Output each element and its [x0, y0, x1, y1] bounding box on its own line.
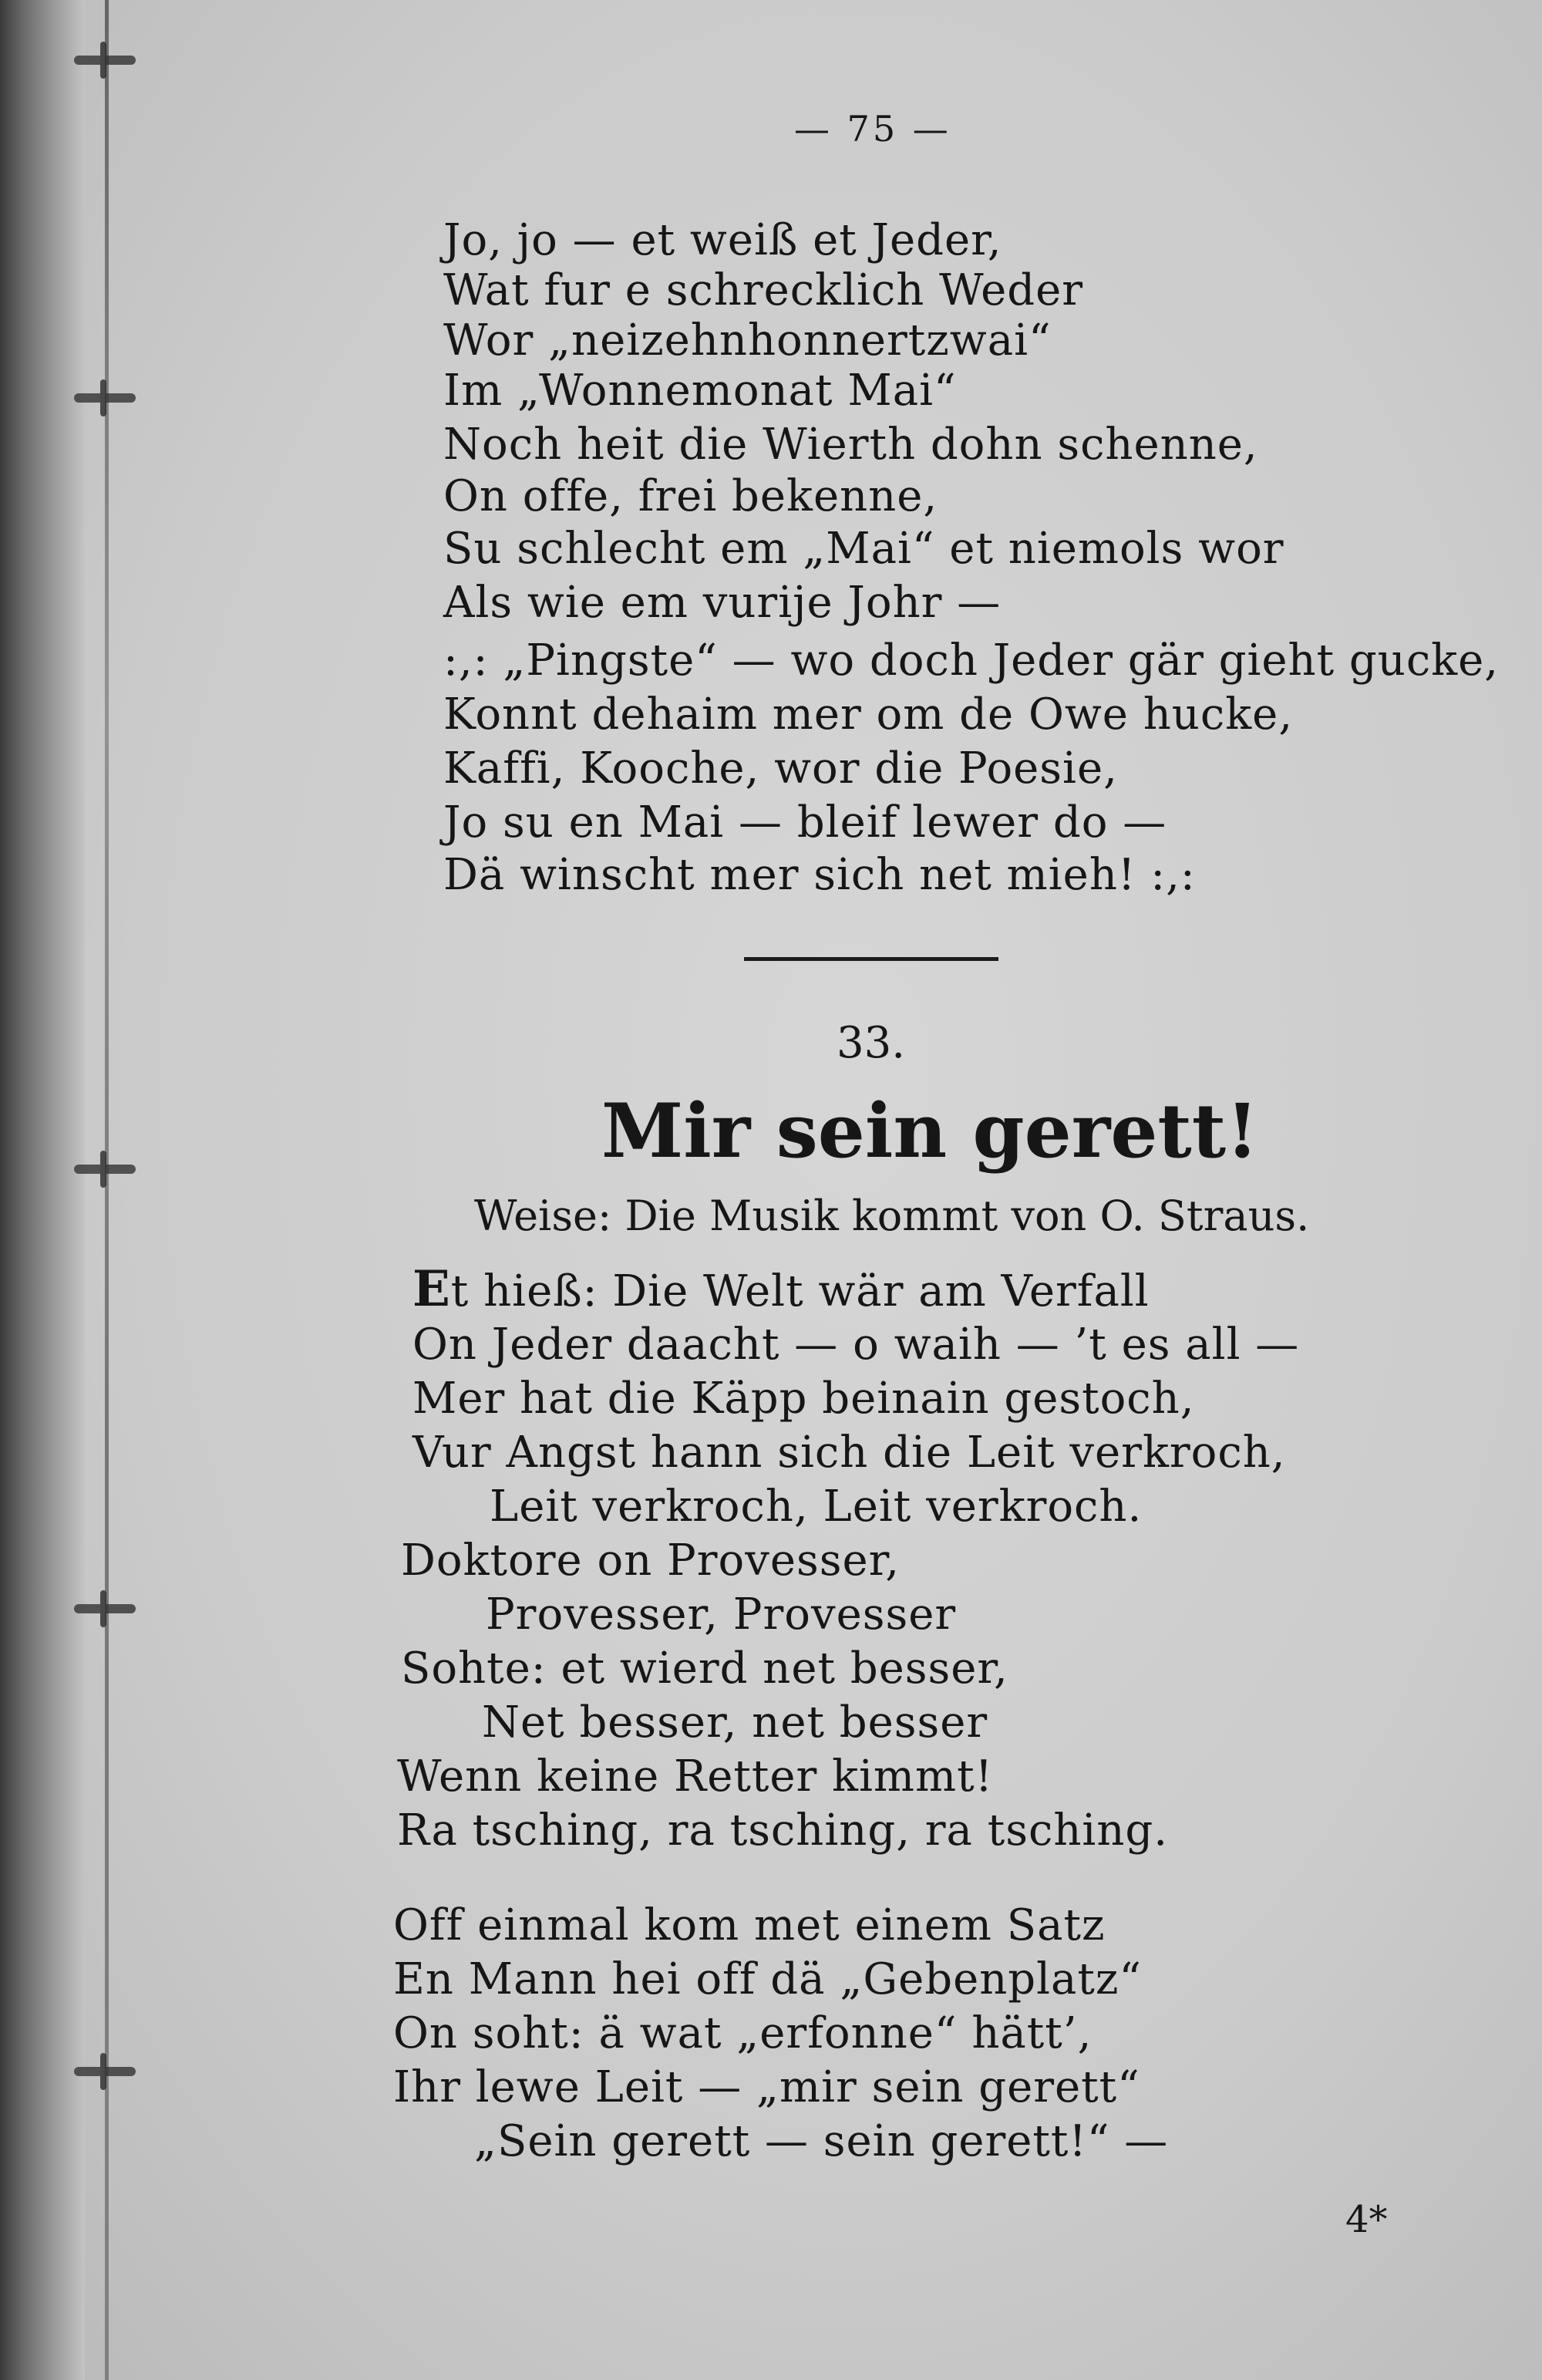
- stanza-two-line-text: t hieß: Die Welt wär am Verfall: [450, 1266, 1150, 1316]
- stanza-one-line: Jo, jo — et weiß et Jeder,: [443, 215, 1002, 265]
- book-spine: [0, 0, 85, 2380]
- stanza-one-line: On offe, frei bekenne,: [443, 471, 938, 521]
- stanza-two-line: Sohte: et wierd net besser,: [401, 1643, 1008, 1694]
- printer-signature-mark: 4*: [1345, 2198, 1388, 2241]
- stanza-two-line: Doktore on Provesser,: [401, 1536, 901, 1586]
- drop-initial: E: [412, 1260, 451, 1318]
- song-melody-note: Weise: Die Musik kommt von O. Straus.: [474, 1192, 1310, 1240]
- stanza-three-line: Ihr lewe Leit — „mir sein gerett“: [393, 2062, 1140, 2112]
- page-number: — 75 —: [794, 108, 951, 150]
- binding-stitch: [74, 56, 136, 65]
- stanza-two-line: Vur Angst hann sich die Leit verkroch,: [412, 1428, 1286, 1478]
- stanza-three-line: On soht: ä wat „erfonne“ hätt’,: [393, 2008, 1093, 2058]
- stanza-two-line: On Jeder daacht — o waih — ’t es all —: [412, 1320, 1300, 1370]
- stanza-three-line: „Sein gerett — sein gerett!“ —: [474, 2116, 1169, 2166]
- stanza-one-line: Su schlecht em „Mai“ et niemols wor: [443, 524, 1284, 574]
- stanza-two-line: Mer hat die Käpp beinain gestoch,: [412, 1374, 1195, 1424]
- stanza-three-line: En Mann hei off dä „Gebenplatz“: [393, 1954, 1143, 2004]
- binding-stitch: [74, 2067, 136, 2076]
- stanza-one-line: Dä winscht mer sich net mieh! :,:: [443, 850, 1196, 900]
- stanza-one-line: Kaffi, Kooche, wor die Poesie,: [443, 743, 1118, 794]
- stanza-one-line: Als wie em vurije Johr —: [443, 578, 1002, 628]
- stanza-one-line: Noch heit die Wierth dohn schenne,: [443, 420, 1258, 470]
- stanza-three-line: Off einmal kom met einem Satz: [393, 1900, 1106, 1950]
- stanza-two-line: Provesser, Provesser: [486, 1589, 957, 1640]
- stanza-two-line: Ra tsching, ra tsching, ra tsching.: [397, 1805, 1169, 1856]
- binding-stitch: [74, 393, 136, 403]
- stanza-two-line: [412, 1260, 1150, 1318]
- stanza-two-line: Wenn keine Retter kimmt!: [397, 1751, 994, 1802]
- stanza-one-line: Wat fur e schrecklich Weder: [443, 265, 1084, 315]
- stanza-one-line: Konnt dehaim mer om de Owe hucke,: [443, 689, 1294, 740]
- song-title: Mir sein gerett!: [601, 1087, 1259, 1175]
- stanza-one-line: Jo su en Mai — bleif lewer do —: [443, 797, 1167, 848]
- song-number: 33.: [837, 1018, 906, 1068]
- section-divider: [744, 957, 998, 961]
- stanza-two-line: Leit verkroch, Leit verkroch.: [490, 1482, 1143, 1532]
- spine-fold-line: [105, 0, 109, 2380]
- binding-stitch: [74, 1604, 136, 1613]
- binding-stitch: [74, 1165, 136, 1174]
- stanza-two-line: Net besser, net besser: [482, 1697, 988, 1748]
- stanza-one-line: Im „Wonnemonat Mai“: [443, 366, 957, 416]
- stanza-one-line: :,: „Pingste“ — wo doch Jeder gär gieht gucke,: [443, 635, 1500, 686]
- stanza-one-line: Wor „neizehnhonnertzwai“: [443, 315, 1052, 366]
